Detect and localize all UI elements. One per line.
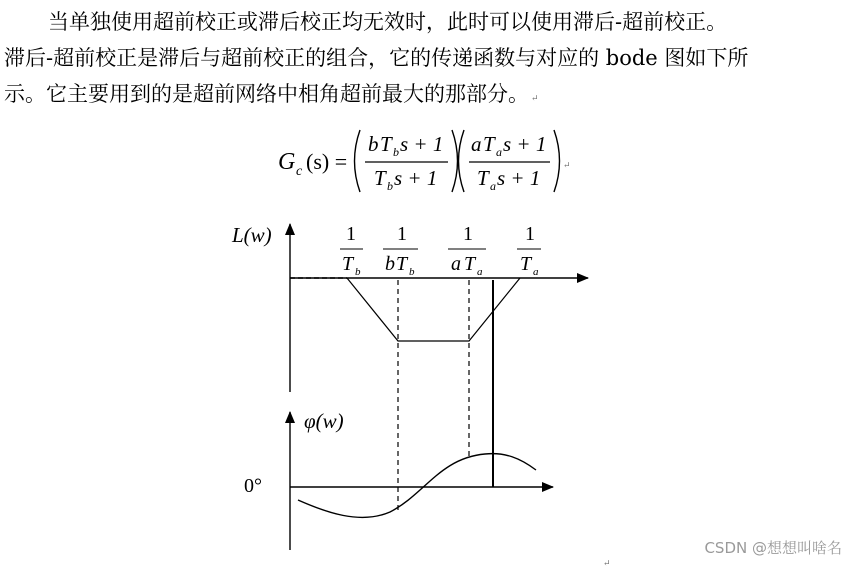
svg-text:T: T — [520, 253, 532, 275]
paragraph-line-3: 示。它主要用到的是超前网络中相角超前最大的那部分。 ↵ — [4, 82, 539, 106]
svg-text:b: b — [355, 266, 361, 278]
formula-G-sub: c — [296, 164, 303, 179]
magnitude-axis-label: L(w) — [232, 223, 272, 247]
frac1-num-b: b — [368, 132, 379, 156]
magnitude-asymptote — [347, 278, 520, 341]
freq-label-4 — [517, 223, 541, 278]
paragraph-line-2: 滞后-超前校正是滞后与超前校正的组合，它的传递函数与对应的 bode 图如下所 — [4, 46, 749, 70]
frac2-den-tail: s + 1 — [497, 166, 541, 190]
svg-text:T: T — [342, 253, 354, 275]
frac2-den-T: T — [477, 166, 489, 190]
svg-text:a: a — [533, 266, 539, 278]
phase-axis-label: φ(w) — [304, 409, 344, 433]
frac1-den-T: T — [374, 166, 386, 190]
formula-G: G — [278, 149, 296, 175]
frac1-den-sub: b — [387, 179, 393, 193]
svg-text:1: 1 — [397, 223, 407, 245]
phase-zero-label: 0° — [244, 475, 262, 497]
formula-return-mark: ↵ — [563, 160, 571, 170]
svg-text:a: a — [451, 253, 461, 275]
svg-text:T: T — [464, 253, 476, 275]
svg-text:T: T — [396, 253, 408, 275]
frac2-den-sub: a — [490, 179, 496, 193]
phase-curve — [298, 454, 536, 518]
frac2-num-sub: a — [496, 145, 502, 159]
formula-lhs-arg: (s) = — [306, 149, 348, 174]
paragraph-line-1: 当单独使用超前校正或滞后校正均无效时，此时可以使用滞后-超前校正。 — [48, 10, 728, 34]
bottom-return-mark: ↵ — [603, 558, 611, 567]
svg-text:b: b — [385, 253, 395, 275]
svg-text:1: 1 — [346, 223, 356, 245]
freq-label-1 — [340, 223, 363, 278]
frac1-num-sub: b — [393, 145, 399, 159]
frac2-num-T: T — [483, 132, 495, 156]
svg-text:1: 1 — [525, 223, 535, 245]
frac1-num-tail: s + 1 — [400, 132, 444, 156]
frac1-den-tail: s + 1 — [394, 166, 438, 190]
svg-text:a: a — [477, 266, 483, 278]
freq-label-2 — [383, 223, 418, 278]
frac2-num-a: a — [471, 132, 482, 156]
svg-text:1: 1 — [463, 223, 473, 245]
frac1-num-T: T — [380, 132, 392, 156]
return-mark: ↵ — [531, 94, 539, 104]
frac2-num-tail: s + 1 — [503, 132, 547, 156]
svg-text:b: b — [409, 266, 415, 278]
freq-label-3 — [448, 223, 486, 278]
csdn-watermark: CSDN @想想叫啥名 — [704, 539, 842, 557]
